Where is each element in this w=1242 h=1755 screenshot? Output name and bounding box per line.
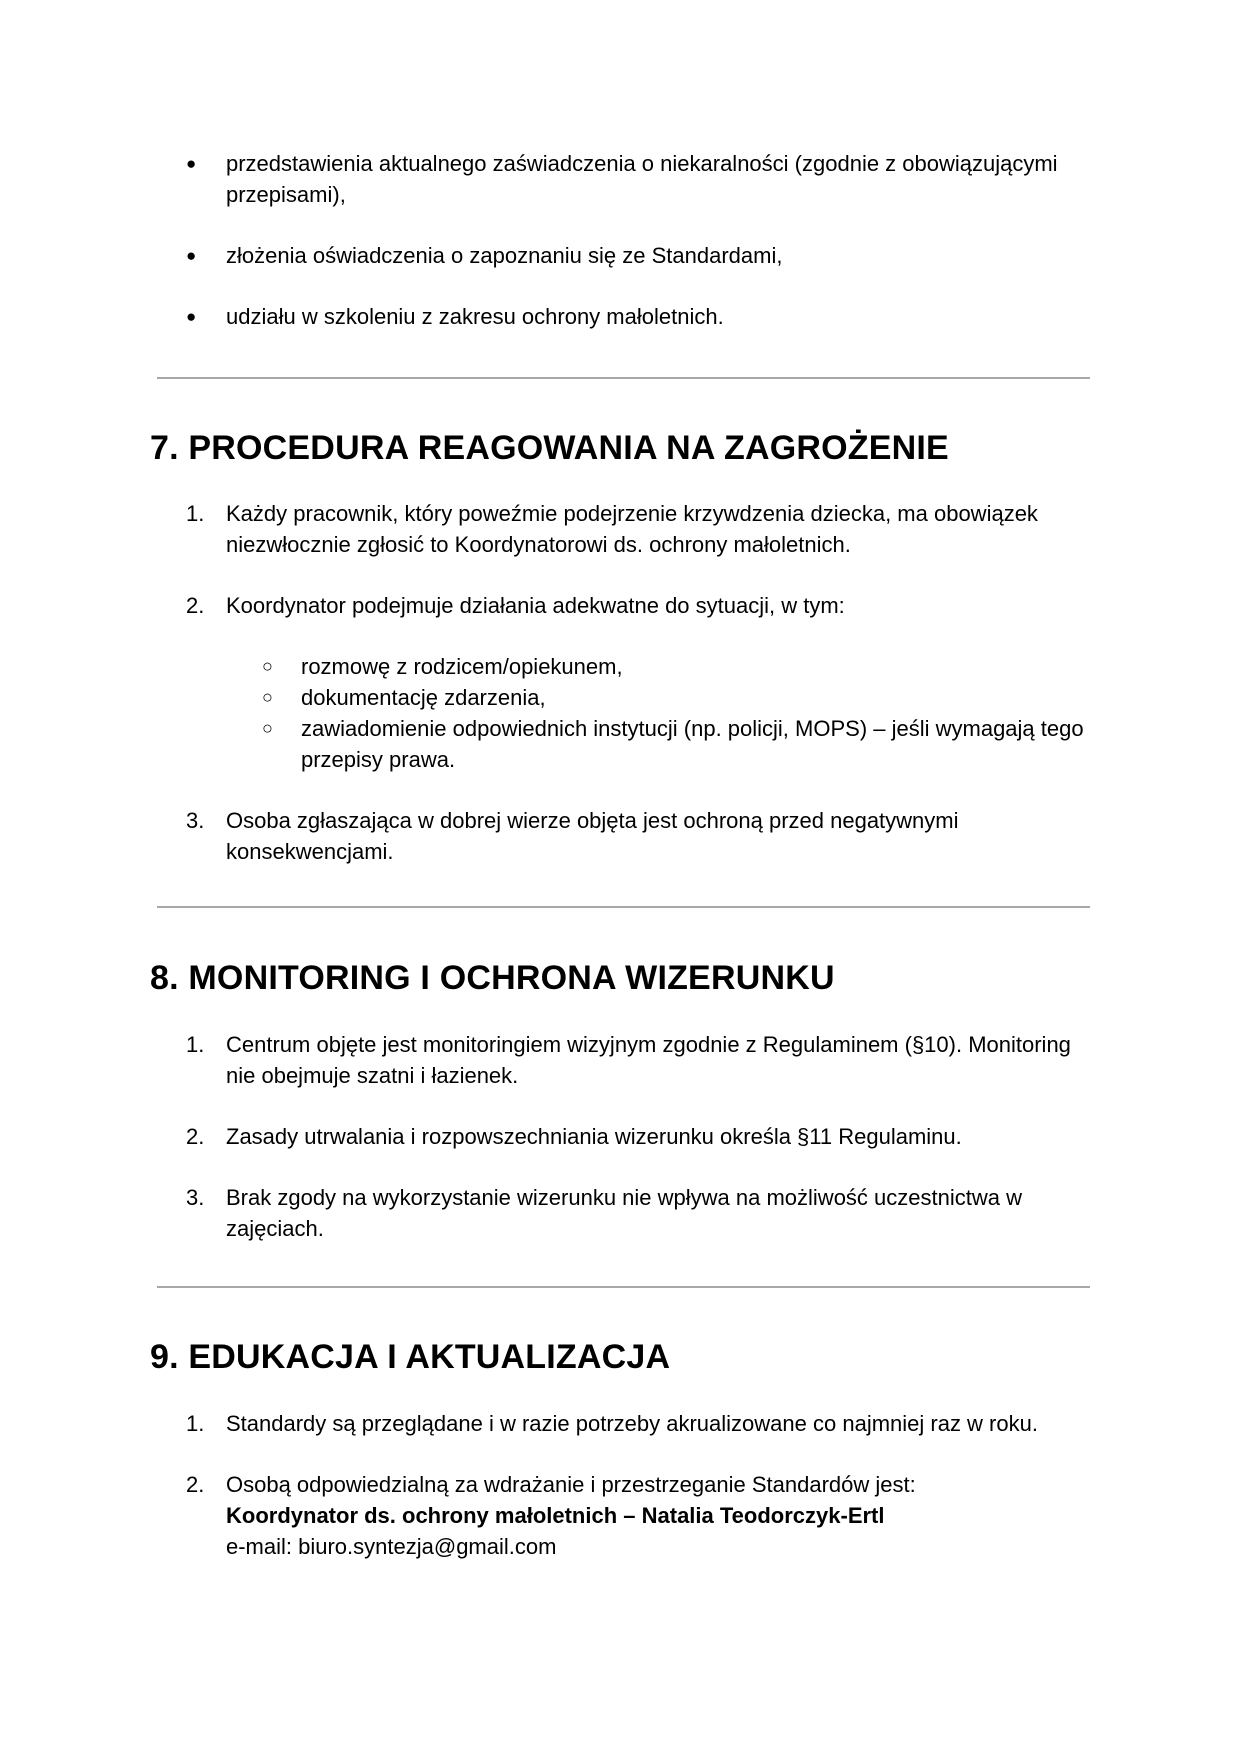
- section-7-heading: 7. PROCEDURA REAGOWANIA NA ZAGROŻENIE: [150, 429, 949, 467]
- sublist-item: [150, 682, 1090, 713]
- item-number: 2.: [186, 593, 205, 618]
- numbered-item-text: Centrum objęte jest monitoringiem wizyjnym zgodnie z Regulaminem (§10). Monitoring nie obejmuje szatni i łazienek.: [226, 1032, 1071, 1088]
- numbered-item: [150, 1182, 1090, 1244]
- numbered-item: [150, 1469, 1090, 1562]
- hollow-circle-icon: ○: [262, 687, 273, 707]
- sublist-item: [150, 651, 1090, 682]
- numbered-item-text: Zasady utrwalania i rozpowszechniania wizerunku określa §11 Regulaminu.: [226, 1124, 962, 1149]
- list-item-text: udziału w szkoleniu z zakresu ochrony małoletnich.: [226, 304, 724, 329]
- horizontal-divider: [157, 377, 1090, 379]
- bullet-icon: ●: [186, 246, 197, 265]
- action-sublist: [150, 651, 1090, 775]
- section-8-heading: 8. MONITORING I OCHRONA WIZERUNKU: [150, 959, 835, 997]
- list-item: [150, 301, 1090, 332]
- hollow-circle-icon: ○: [262, 718, 273, 738]
- sublist-item-text: dokumentację zdarzenia,: [301, 685, 546, 710]
- numbered-item: [150, 805, 1090, 867]
- sublist-item-text: rozmowę z rodzicem/opiekunem,: [301, 654, 623, 679]
- section-9-list: [150, 1408, 1090, 1562]
- numbered-item: [150, 1029, 1090, 1091]
- numbered-item-text: Osobą odpowiedzialną za wdrażanie i przestrzeganie Standardów jest:: [226, 1472, 916, 1497]
- item-number: 1.: [186, 1411, 205, 1436]
- section-7-list: [150, 498, 1090, 867]
- item-number: 3.: [186, 808, 205, 833]
- list-item: [150, 148, 1090, 210]
- numbered-item-text: Każdy pracownik, który poweźmie podejrzenie krzywdzenia dziecka, ma obowiązek niezwłocznie zgłosić to Koordynatorowi ds. ochrony małoletnich.: [226, 501, 1038, 557]
- bullet-icon: ●: [186, 154, 197, 173]
- item-number: 2.: [186, 1472, 205, 1497]
- numbered-item: [150, 1121, 1090, 1152]
- section-8-list: [150, 1029, 1090, 1244]
- bullet-icon: ●: [186, 307, 197, 326]
- horizontal-divider: [157, 906, 1090, 908]
- list-item: [150, 240, 1090, 271]
- contact-email: e-mail: biuro.syntezja@gmail.com: [226, 1534, 557, 1559]
- numbered-item-text: Brak zgody na wykorzystanie wizerunku nie wpływa na możliwość uczestnictwa w zajęciach.: [226, 1185, 1022, 1241]
- sublist-item: [150, 713, 1090, 775]
- sublist-item-text: zawiadomienie odpowiednich instytucji (np. policji, MOPS) – jeśli wymagają tego przepisy prawa.: [301, 716, 1084, 772]
- numbered-item-text: Osoba zgłaszająca w dobrej wierze objęta jest ochroną przed negatywnymi konsekwencjami.: [226, 808, 959, 864]
- item-number: 3.: [186, 1185, 205, 1210]
- section-9-heading: 9. EDUKACJA I AKTUALIZACJA: [150, 1338, 671, 1376]
- numbered-item: [150, 1408, 1090, 1439]
- horizontal-divider: [157, 1286, 1090, 1288]
- hollow-circle-icon: ○: [262, 656, 273, 676]
- numbered-item: [150, 590, 1090, 621]
- coordinator-name: Koordynator ds. ochrony małoletnich – Natalia Teodorczyk-Ertl: [226, 1503, 885, 1528]
- item-number: 1.: [186, 501, 205, 526]
- item-number: 1.: [186, 1032, 205, 1057]
- numbered-item: [150, 498, 1090, 560]
- numbered-item-text: Koordynator podejmuje działania adekwatne do sytuacji, w tym:: [226, 593, 845, 618]
- list-item-text: złożenia oświadczenia o zapoznaniu się ze Standardami,: [226, 243, 783, 268]
- list-item-text: przedstawienia aktualnego zaświadczenia o niekaralności (zgodnie z obowiązującymi przepisami),: [226, 151, 1058, 207]
- item-number: 2.: [186, 1124, 205, 1149]
- requirements-bullet-list: [150, 148, 1090, 332]
- numbered-item-text: Standardy są przeglądane i w razie potrzeby akrualizowane co najmniej raz w roku.: [226, 1411, 1038, 1436]
